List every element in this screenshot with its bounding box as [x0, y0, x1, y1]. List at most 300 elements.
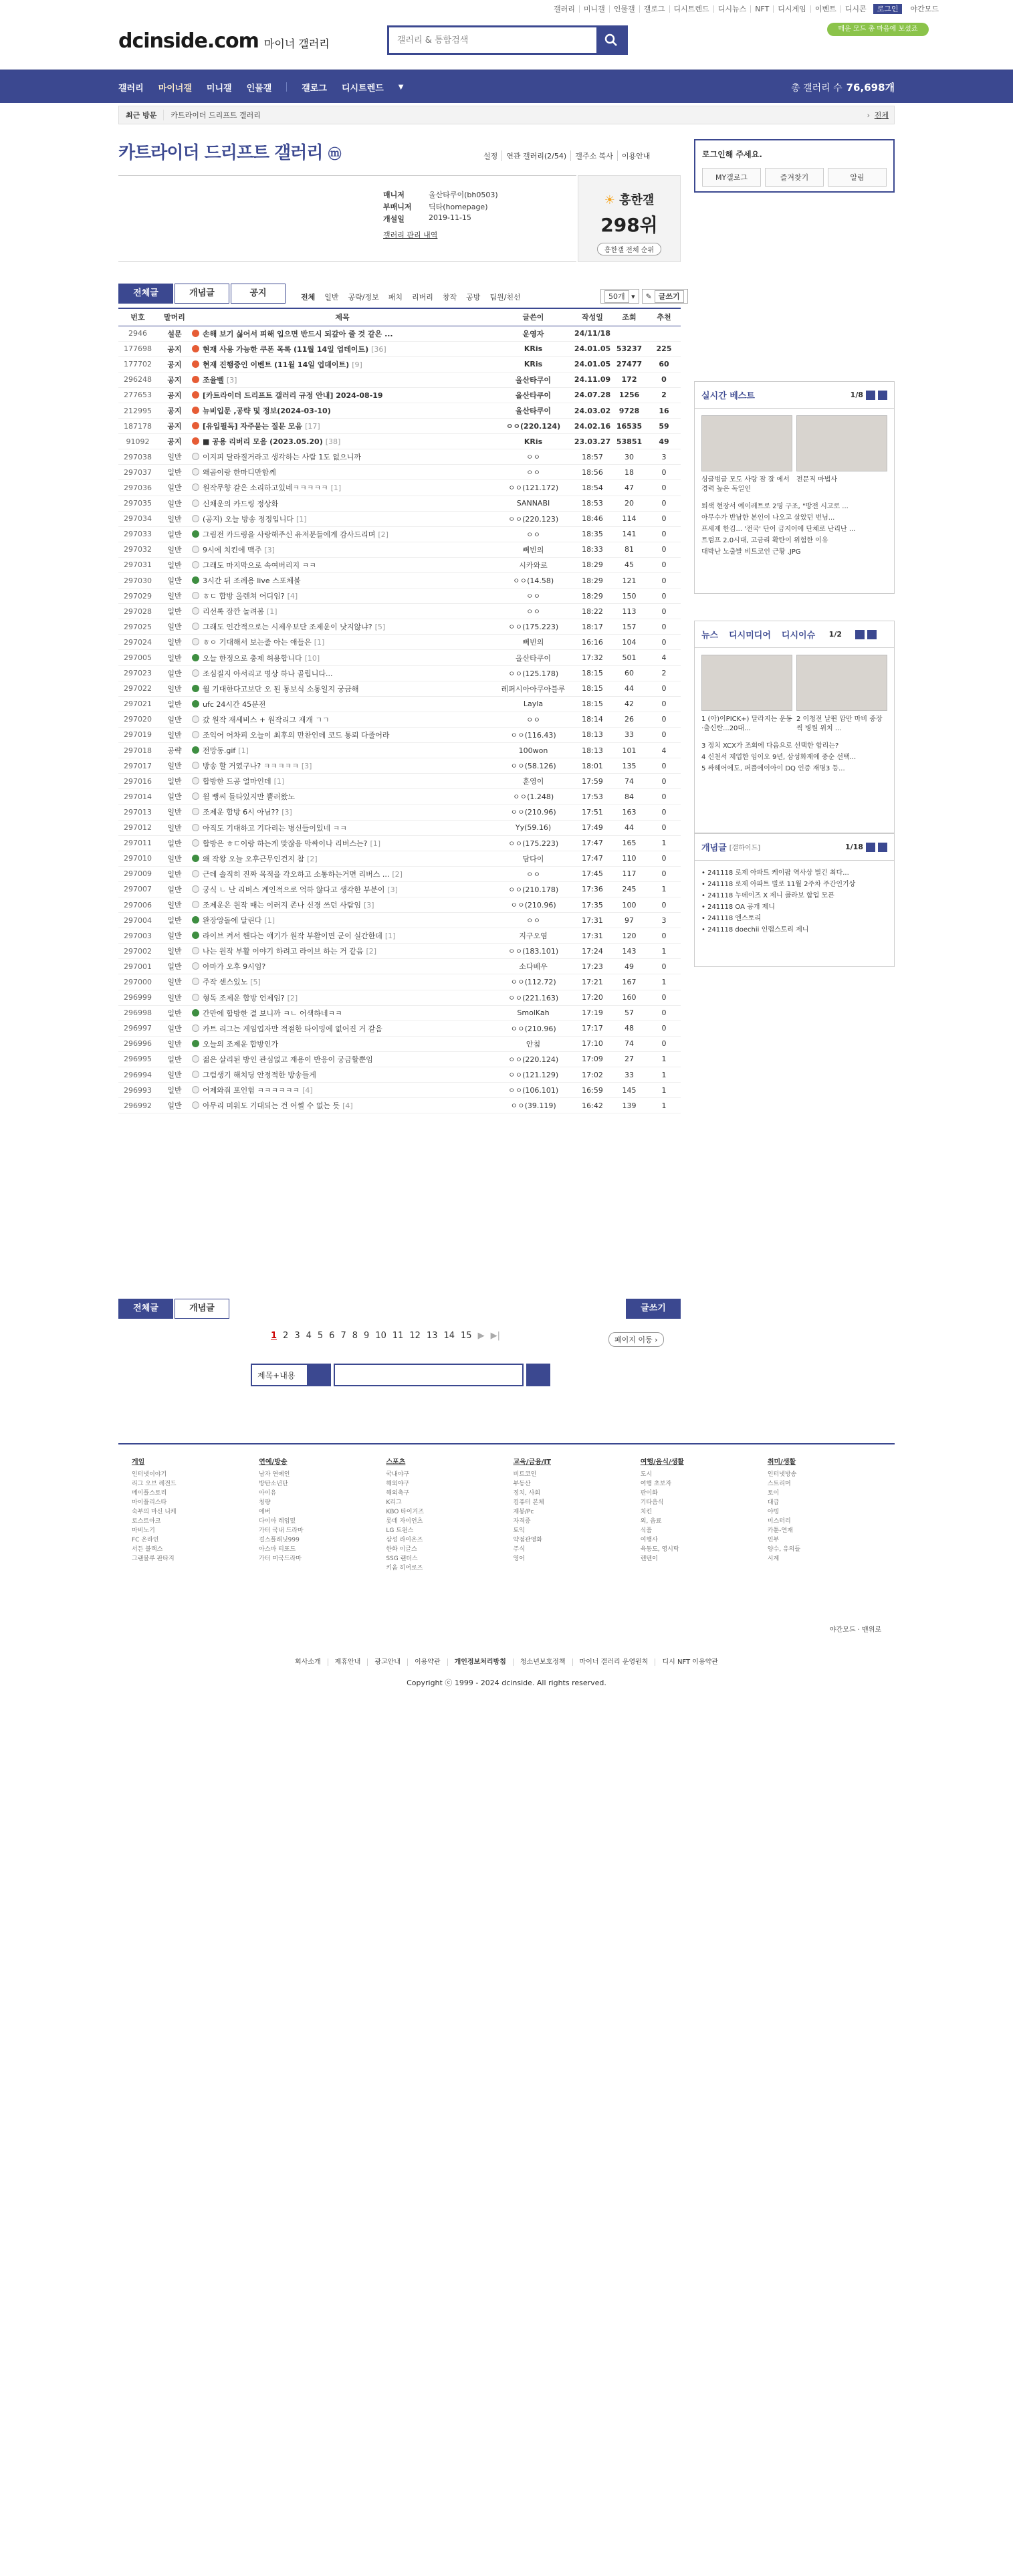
- prev-icon[interactable]: [855, 630, 865, 639]
- page-link[interactable]: 1: [271, 1331, 277, 1341]
- recent-visit-button[interactable]: 최근 방문: [119, 110, 164, 120]
- post-writer[interactable]: 운영자: [493, 326, 574, 341]
- footer-link[interactable]: 숙부의 마신 니케: [132, 1509, 177, 1515]
- post-writer[interactable]: ㅇㅇ: [493, 866, 574, 881]
- post-title-cell[interactable]: [192, 990, 493, 1005]
- footer-link[interactable]: 걸스플래닛999: [259, 1537, 300, 1543]
- news-item[interactable]: 4 신천서 제업한 임이오 9년, 삼성화재에 중순 선택...: [701, 754, 857, 761]
- footer-link[interactable]: 대급: [767, 1499, 780, 1506]
- footer-link[interactable]: 토이: [767, 1490, 780, 1497]
- table-row[interactable]: [118, 449, 681, 465]
- footer-link[interactable]: 서든 블랙스: [132, 1546, 163, 1553]
- post-writer[interactable]: KRis: [493, 356, 574, 372]
- rank-all-button[interactable]: 흥한갤 전체 순위: [597, 243, 661, 255]
- bottom-link[interactable]: 디시 NFT 이용약관: [655, 1658, 724, 1666]
- footer-link[interactable]: LG 트윈스: [386, 1527, 414, 1534]
- concept-item[interactable]: • 241118 OA 공개 제니: [701, 901, 887, 913]
- table-row[interactable]: [118, 650, 681, 665]
- table-row[interactable]: [118, 341, 681, 356]
- post-title[interactable]: 왜곰이랑 한마디만함께: [203, 468, 276, 477]
- table-row[interactable]: [118, 542, 681, 557]
- subject-filter-item[interactable]: 전체: [301, 293, 316, 302]
- util-link[interactable]: 야간모드: [910, 5, 939, 13]
- footer-link[interactable]: 시계: [767, 1555, 780, 1562]
- footer-heading[interactable]: 교육/금융/IT: [513, 1459, 552, 1466]
- footer-link[interactable]: 가터 미국드라마: [259, 1555, 302, 1562]
- reply-count[interactable]: [3]: [264, 545, 275, 554]
- post-title-cell[interactable]: [192, 820, 493, 835]
- reply-count[interactable]: [1]: [370, 839, 381, 848]
- news-tab[interactable]: 디시미디어: [729, 631, 771, 641]
- post-writer[interactable]: Layla: [493, 696, 574, 712]
- subject-filter-item[interactable]: 일반: [324, 293, 339, 302]
- news-caption[interactable]: 1 (아)이PICK+) 달라지는 운동·출신란...20대...: [701, 716, 792, 732]
- concept-item[interactable]: • 241118 엔스토리: [701, 913, 887, 924]
- chevron-right-icon[interactable]: ›: [867, 110, 870, 120]
- page-link[interactable]: 7: [340, 1331, 346, 1341]
- post-writer[interactable]: ㅇㅇ: [493, 712, 574, 727]
- post-title-cell[interactable]: [192, 804, 493, 820]
- table-row[interactable]: [118, 1005, 681, 1021]
- page-link[interactable]: 2: [283, 1331, 289, 1341]
- footer-link[interactable]: 식품: [640, 1527, 653, 1534]
- post-title-cell[interactable]: [192, 557, 493, 572]
- post-title[interactable]: 오늘 한정으로 충제 허용합니다: [203, 653, 302, 663]
- post-title-cell[interactable]: [192, 1098, 493, 1113]
- post-title[interactable]: 원작무향 같은 소리하고있네ㅋㅋㅋㅋㅋ: [203, 484, 328, 493]
- table-row[interactable]: [118, 820, 681, 835]
- page-link[interactable]: 12: [409, 1331, 421, 1341]
- table-row[interactable]: [118, 588, 681, 604]
- post-writer[interactable]: ㅇㅇ: [493, 588, 574, 604]
- footer-link[interactable]: 삼성 라이온즈: [386, 1537, 423, 1543]
- post-title-cell[interactable]: [192, 465, 493, 480]
- post-title-cell[interactable]: [192, 526, 493, 542]
- post-writer[interactable]: ㅇㅇ(175.223): [493, 619, 574, 635]
- footer-link[interactable]: 다이아 레임밌: [259, 1518, 296, 1525]
- table-row[interactable]: [118, 1021, 681, 1036]
- post-title-cell[interactable]: [192, 665, 493, 681]
- post-writer[interactable]: KRis: [493, 341, 574, 356]
- post-title-cell[interactable]: [192, 696, 493, 712]
- post-writer[interactable]: ㅇㅇ(106.101): [493, 1083, 574, 1098]
- reply-count[interactable]: [17]: [305, 422, 320, 431]
- concept-item[interactable]: • 241118 doechii 인랩스토리 제니: [701, 924, 887, 936]
- table-row[interactable]: [118, 758, 681, 774]
- post-title[interactable]: 그래도 마지막으로 속여버리지 ㅋㅋ: [203, 560, 316, 570]
- post-title-cell[interactable]: [192, 511, 493, 526]
- bottom-link[interactable]: 회사소개: [295, 1658, 321, 1666]
- post-title-cell[interactable]: [192, 866, 493, 881]
- footer-link[interactable]: 컴퓨터 본체: [513, 1499, 544, 1506]
- bottom-link[interactable]: 개인정보처리방침: [447, 1658, 513, 1666]
- post-title[interactable]: ■ 공용 리버리 모음 (2023.05.20): [203, 437, 323, 447]
- footer-mode-links[interactable]: 야간모드 · 맨위로: [829, 1626, 881, 1634]
- post-title-cell[interactable]: [192, 403, 493, 418]
- table-row[interactable]: [118, 681, 681, 696]
- post-title[interactable]: 합방한 드공 얼마인데: [203, 777, 271, 786]
- news-card[interactable]: [701, 655, 792, 734]
- page-link[interactable]: 6: [329, 1331, 335, 1341]
- reply-count[interactable]: [2]: [366, 947, 377, 956]
- login-prompt[interactable]: 로그인해 주세요.: [702, 150, 762, 159]
- post-writer[interactable]: ㅇㅇ: [493, 465, 574, 480]
- util-link[interactable]: 갤로그: [639, 5, 669, 13]
- page-title[interactable]: [118, 139, 341, 164]
- table-row[interactable]: [118, 897, 681, 912]
- util-link[interactable]: NFT: [750, 5, 773, 13]
- post-title-cell[interactable]: [192, 913, 493, 928]
- post-title-cell[interactable]: [192, 419, 493, 434]
- post-writer[interactable]: 시카와로: [493, 557, 574, 572]
- realtime-thumb[interactable]: [796, 415, 887, 471]
- subject-filter-item[interactable]: 공방: [466, 293, 481, 302]
- write-button[interactable]: 글쓰기: [626, 1299, 681, 1319]
- post-writer[interactable]: 레퍼시아아쿠아블루: [493, 681, 574, 696]
- page-link[interactable]: 8: [352, 1331, 358, 1341]
- post-title-cell[interactable]: [192, 835, 493, 851]
- next-icon[interactable]: [867, 630, 877, 639]
- post-title[interactable]: 아무리 미워도 기대되는 건 어쩔 수 없는 듯: [203, 1101, 340, 1111]
- page-link[interactable]: 9: [364, 1331, 370, 1341]
- write-button-top[interactable]: ✎ 글쓰기: [642, 289, 688, 304]
- login-button[interactable]: 알림: [828, 168, 887, 187]
- subject-filter-item[interactable]: 리버리: [412, 293, 433, 302]
- footer-link[interactable]: 국내야구: [386, 1471, 410, 1478]
- post-title[interactable]: 현재 사용 가능한 쿠폰 목록 (11월 14일 업데이트): [203, 344, 369, 354]
- post-title[interactable]: 완장앙돌에 달린다: [203, 916, 262, 926]
- post-writer[interactable]: 지구오염: [493, 928, 574, 944]
- reply-count[interactable]: [10]: [304, 653, 320, 663]
- footer-heading[interactable]: 게임: [132, 1459, 145, 1466]
- realtime-item[interactable]: 트럼프 2.0시대, 고금리 확탄이 위험한 이유: [701, 537, 828, 544]
- post-title[interactable]: 현재 진행중인 이벤트 (11월 14일 업데이트): [203, 360, 350, 369]
- realtime-caption[interactable]: 싱글벙글 모도 사랑 잠 잘 에서 경력 높은 독일인: [701, 476, 790, 493]
- post-writer[interactable]: 올산타쿠이: [493, 403, 574, 418]
- post-title[interactable]: 손해 보기 싫어서 피해 입으면 반드시 되갚아 줄 것 같은 ...: [203, 329, 393, 338]
- footer-link[interactable]: 마이플리스타: [132, 1499, 167, 1506]
- post-title[interactable]: 어제와줘 포인험 ㅋㅋㅋㅋㅋㅋ: [203, 1086, 300, 1095]
- post-writer[interactable]: 뻬빈의: [493, 635, 574, 650]
- table-row[interactable]: [118, 959, 681, 974]
- post-title-cell[interactable]: [192, 851, 493, 866]
- table-row[interactable]: [118, 789, 681, 804]
- page-link[interactable]: 14: [443, 1331, 455, 1341]
- post-title-cell[interactable]: [192, 356, 493, 372]
- footer-link[interactable]: 에버: [259, 1509, 271, 1515]
- post-title-cell[interactable]: [192, 789, 493, 804]
- reply-count[interactable]: [2]: [287, 993, 298, 1002]
- util-link[interactable]: 로그인: [873, 4, 903, 14]
- post-writer[interactable]: ㅇㅇ(39.119): [493, 1098, 574, 1113]
- table-row[interactable]: [118, 1051, 681, 1067]
- reply-count[interactable]: [3]: [387, 885, 398, 894]
- post-writer[interactable]: ㅇㅇ(210.96): [493, 804, 574, 820]
- post-writer[interactable]: ㅇㅇ(121.129): [493, 1067, 574, 1083]
- post-title[interactable]: 카트 리그는 게임업자만 적절한 타이밍에 없어진 거 같음: [203, 1024, 382, 1033]
- subject-filter-item[interactable]: 창작: [442, 293, 457, 302]
- footer-heading[interactable]: 여행/음식/생활: [640, 1459, 684, 1466]
- footer-heading[interactable]: 스포츠: [386, 1459, 406, 1466]
- table-row[interactable]: [118, 496, 681, 511]
- post-title[interactable]: 갔 원작 재세비스 + 원작리그 재개 ㄱㄱ: [203, 715, 330, 724]
- post-writer[interactable]: 소다베우: [493, 959, 574, 974]
- footer-link[interactable]: 육동도, 영시탁: [640, 1546, 679, 1553]
- news-item[interactable]: 5 싸헤어에도, 퍼플에이아이 DQ 인증 재명3 등...: [701, 765, 845, 772]
- realtime-item[interactable]: 아무수가 반남한 본인이 나오고 살았던 번님...: [701, 514, 835, 522]
- util-link[interactable]: 이벤트: [810, 5, 840, 13]
- table-row[interactable]: [118, 913, 681, 928]
- post-title-cell[interactable]: [192, 727, 493, 742]
- realtime-item[interactable]: 퇴색 현장서 예이레트로 2명 구조, "방전 시고로 ...: [701, 503, 849, 510]
- table-row[interactable]: [118, 866, 681, 881]
- reply-count[interactable]: [1]: [296, 514, 307, 524]
- post-writer[interactable]: ㅇㅇ(112.72): [493, 974, 574, 990]
- reply-count[interactable]: [5]: [374, 623, 386, 632]
- footer-link[interactable]: 해외축구: [386, 1490, 410, 1497]
- footer-link[interactable]: 렌텐이: [640, 1555, 658, 1562]
- post-writer[interactable]: 담다이: [493, 851, 574, 866]
- table-row[interactable]: [118, 665, 681, 681]
- reply-count[interactable]: [1]: [330, 484, 342, 493]
- reply-count[interactable]: [1]: [264, 916, 275, 926]
- post-title[interactable]: 신채운의 카드링 정상화: [203, 499, 279, 508]
- footer-link[interactable]: 카툰-연재: [767, 1527, 793, 1534]
- post-writer[interactable]: 안첨: [493, 1036, 574, 1051]
- post-writer[interactable]: ㅇㅇ(210.96): [493, 1021, 574, 1036]
- footer-link[interactable]: 비트코인: [513, 1471, 537, 1478]
- table-row[interactable]: [118, 743, 681, 758]
- footer-link[interactable]: 여행 초보자: [640, 1481, 672, 1487]
- post-writer[interactable]: ㅇㅇ(121.172): [493, 480, 574, 496]
- reply-count[interactable]: [4]: [287, 592, 298, 601]
- post-writer[interactable]: 100won: [493, 743, 574, 758]
- table-row[interactable]: [118, 774, 681, 789]
- table-row[interactable]: [118, 573, 681, 588]
- table-row[interactable]: [118, 727, 681, 742]
- notice-badge[interactable]: 매운 모드 총 마음에 보셨죠: [827, 23, 929, 36]
- reply-count[interactable]: [3]: [301, 762, 312, 771]
- post-writer[interactable]: ㅇㅇ(220.123): [493, 511, 574, 526]
- post-title[interactable]: 조심질지 아서리고 명상 하나 골립니다...: [203, 669, 333, 678]
- post-title[interactable]: (공지) 오늘 방송 정정입니다: [203, 514, 294, 524]
- table-row[interactable]: [118, 944, 681, 959]
- table-row[interactable]: [118, 1067, 681, 1083]
- page-link[interactable]: 15: [461, 1331, 472, 1341]
- post-writer[interactable]: ㅇㅇ: [493, 604, 574, 619]
- footer-link[interactable]: 치킨: [640, 1509, 653, 1515]
- post-title[interactable]: 그럼생기 해치딩 안정적한 방송들게: [203, 1071, 316, 1080]
- post-title-cell[interactable]: [192, 604, 493, 619]
- page-move-button[interactable]: 페이지 이동 ›: [608, 1332, 664, 1347]
- gnb-item[interactable]: 갤로그: [302, 83, 327, 94]
- head-link[interactable]: 이용안내: [617, 150, 655, 161]
- reply-count[interactable]: [2]: [307, 854, 318, 863]
- post-writer[interactable]: ㅇㅇ: [493, 449, 574, 465]
- post-title-cell[interactable]: [192, 681, 493, 696]
- footer-link[interactable]: 마비노기: [132, 1527, 155, 1534]
- table-row[interactable]: [118, 990, 681, 1005]
- logo[interactable]: [118, 29, 330, 53]
- chevron-down-icon[interactable]: ▼: [398, 83, 404, 91]
- reply-count[interactable]: [36]: [371, 344, 386, 354]
- bottom-link[interactable]: 광고안내: [367, 1658, 407, 1666]
- post-writer[interactable]: 올산타쿠이: [493, 650, 574, 665]
- footer-link[interactable]: 리그 오브 레전드: [132, 1481, 177, 1487]
- post-title-cell[interactable]: [192, 326, 493, 341]
- post-title-cell[interactable]: [192, 897, 493, 912]
- prev-icon[interactable]: [866, 843, 875, 852]
- post-title-cell[interactable]: [192, 496, 493, 511]
- footer-link[interactable]: 아이유: [259, 1490, 277, 1497]
- post-title[interactable]: 왜 작왕 오늘 오후근무인건지 참: [203, 854, 305, 863]
- last-page-icon[interactable]: ▶|: [490, 1331, 500, 1341]
- post-title[interactable]: [유입필독] 자주묻는 질문 모음: [203, 422, 303, 431]
- page-link[interactable]: 3: [294, 1331, 300, 1341]
- post-title[interactable]: 나는 원작 부활 이야기 하려고 라이브 하는 거 같음: [203, 947, 364, 956]
- post-writer[interactable]: ㅇㅇ(58.126): [493, 758, 574, 774]
- table-row[interactable]: [118, 480, 681, 496]
- bottom-link[interactable]: 이용약관: [407, 1658, 447, 1666]
- table-row[interactable]: [118, 356, 681, 372]
- post-writer[interactable]: SANNABI: [493, 496, 574, 511]
- post-title-cell[interactable]: [192, 635, 493, 650]
- post-title-cell[interactable]: [192, 944, 493, 959]
- post-title-cell[interactable]: [192, 542, 493, 557]
- footer-link[interactable]: 양수, 유의들: [767, 1546, 801, 1553]
- concept-item[interactable]: • 241118 로제 아파트 케이팝 역사상 벌긴 최다...: [701, 867, 887, 879]
- post-title-cell[interactable]: [192, 881, 493, 897]
- post-title[interactable]: 그림전 카드링을 사랑해주신 유저분들에게 감사드리며: [203, 530, 376, 539]
- post-title-cell[interactable]: [192, 480, 493, 496]
- post-title[interactable]: 젊은 살리된 방인 관심없고 재용이 반응이 궁금할뿐임: [203, 1055, 373, 1064]
- reply-count[interactable]: [1]: [273, 777, 285, 786]
- subject-filter-item[interactable]: 패치: [388, 293, 403, 302]
- post-title-cell[interactable]: [192, 743, 493, 758]
- gnb-item[interactable]: 마이너갤: [158, 83, 192, 94]
- post-writer[interactable]: 올산타쿠이: [493, 387, 574, 403]
- util-link[interactable]: 디시트렌드: [669, 5, 713, 13]
- post-writer[interactable]: ㅇㅇ(183.101): [493, 944, 574, 959]
- realtime-title[interactable]: 실시간 베스트: [701, 391, 755, 401]
- reply-count[interactable]: [38]: [325, 437, 341, 447]
- post-title[interactable]: 아마가 오후 9시임?: [203, 962, 266, 972]
- tab-1[interactable]: 개념글: [175, 284, 229, 304]
- footer-link[interactable]: 기타음식: [640, 1499, 664, 1506]
- footer-link[interactable]: 외, 음료: [640, 1518, 662, 1525]
- table-row[interactable]: [118, 526, 681, 542]
- footer-link[interactable]: 재봉/Pc: [513, 1509, 534, 1515]
- post-title[interactable]: 근데 솔직히 진짜 목적을 각오하고 소통하는거면 리버스 ...: [203, 869, 390, 879]
- post-title[interactable]: 라이브 켜서 핸다는 얘기가 원작 부활이면 군이 실간한데: [203, 932, 382, 941]
- footer-link[interactable]: 인부: [767, 1537, 780, 1543]
- reply-count[interactable]: [4]: [302, 1086, 313, 1095]
- post-title-cell[interactable]: [192, 1067, 493, 1083]
- manager-value[interactable]: 올산타쿠이(bh0503): [429, 191, 498, 199]
- bottom-link[interactable]: 마이너 갤러리 운영원칙: [572, 1658, 655, 1666]
- post-title-cell[interactable]: [192, 1021, 493, 1036]
- reply-count[interactable]: [3]: [226, 375, 237, 385]
- concept-item[interactable]: • 241118 누데이즈 X 제니 콜라보 합업 모픈: [701, 890, 887, 901]
- footer-link[interactable]: 판이화: [640, 1490, 658, 1497]
- recent-gallery-link[interactable]: 카트라이더 드리프트 갤러리: [171, 111, 261, 120]
- tab-0[interactable]: 전체글: [118, 284, 173, 304]
- post-title[interactable]: ㅎㅇ 기대해서 보는줄 아는 애들은: [203, 638, 312, 647]
- gnb-item[interactable]: 갤러리: [118, 83, 144, 94]
- table-row[interactable]: [118, 835, 681, 851]
- table-row[interactable]: [118, 419, 681, 434]
- post-writer[interactable]: KRis: [493, 434, 574, 449]
- page-link[interactable]: 10: [375, 1331, 386, 1341]
- util-link[interactable]: 인물갤: [609, 5, 639, 13]
- reply-count[interactable]: [1]: [267, 607, 277, 617]
- all-visits-link[interactable]: 전체: [874, 111, 889, 120]
- news-thumb[interactable]: [796, 655, 887, 711]
- news-caption[interactable]: 2 이청전 날뛴 암만 마비 중장 씩 병원 위치 ...: [796, 716, 883, 732]
- post-title-cell[interactable]: [192, 974, 493, 990]
- news-thumb[interactable]: [701, 655, 792, 711]
- post-writer[interactable]: ㅇㅇ(125.178): [493, 665, 574, 681]
- head-link[interactable]: 갤주소 복사: [570, 150, 617, 161]
- reply-count[interactable]: [2]: [392, 869, 403, 879]
- post-title[interactable]: 방송 할 거였구나? ㅋㅋㅋㅋㅋ: [203, 762, 299, 771]
- table-row[interactable]: [118, 326, 681, 341]
- table-row[interactable]: [118, 511, 681, 526]
- post-title-cell[interactable]: [192, 1036, 493, 1051]
- table-row[interactable]: [118, 851, 681, 866]
- post-writer[interactable]: ㅇㅇ(220.124): [493, 419, 574, 434]
- post-title-cell[interactable]: [192, 588, 493, 604]
- reply-count[interactable]: [2]: [378, 530, 388, 539]
- post-title[interactable]: ㅎㄷ 합방 올렌쳐 어디임?: [203, 592, 285, 601]
- table-row[interactable]: [118, 635, 681, 650]
- post-title[interactable]: 간만에 합방한 결 보니까 ㅋㄴ 어색하네ㅋㅋ: [203, 1008, 342, 1018]
- realtime-caption[interactable]: 전문직 마법사: [796, 476, 838, 484]
- table-row[interactable]: [118, 619, 681, 635]
- prev-icon[interactable]: [866, 391, 875, 400]
- gnb-item[interactable]: 디시트렌드: [341, 83, 384, 94]
- reply-count[interactable]: [4]: [342, 1101, 353, 1111]
- post-writer[interactable]: ㅇㅇ(175.223): [493, 835, 574, 851]
- util-link[interactable]: 디시콘: [840, 5, 871, 13]
- subject-filter-item[interactable]: 공략/정보: [348, 293, 379, 302]
- footer-link[interactable]: 토익: [513, 1527, 525, 1534]
- post-title[interactable]: 전망동.gif: [203, 746, 236, 756]
- table-row[interactable]: [118, 434, 681, 449]
- table-row[interactable]: [118, 372, 681, 387]
- util-link[interactable]: 갤러리: [553, 5, 575, 13]
- post-title[interactable]: 형독 조제운 합방 언제임?: [203, 993, 285, 1002]
- reply-count[interactable]: [1]: [238, 746, 249, 756]
- post-writer[interactable]: ㅇㅇ(210.178): [493, 881, 574, 897]
- post-title-cell[interactable]: [192, 1005, 493, 1021]
- footer-link[interactable]: 메이플스토리: [132, 1490, 167, 1497]
- post-title-cell[interactable]: [192, 573, 493, 588]
- bottom-search-input[interactable]: [334, 1364, 524, 1386]
- manage-history-link[interactable]: [383, 229, 437, 240]
- page-link[interactable]: 11: [392, 1331, 404, 1341]
- post-title[interactable]: 조제운은 원작 때는 이러지 존나 신경 쓰던 사람임: [203, 901, 361, 910]
- reply-count[interactable]: [5]: [250, 978, 261, 987]
- footer-link[interactable]: 미스터리: [767, 1518, 791, 1525]
- footer-link[interactable]: 정치, 사회: [513, 1490, 541, 1497]
- post-writer[interactable]: ㅇㅇ(1.248): [493, 789, 574, 804]
- reply-count[interactable]: [3]: [364, 901, 374, 910]
- gnb-item[interactable]: 인물갤: [246, 83, 272, 94]
- table-row[interactable]: [118, 557, 681, 572]
- footer-link[interactable]: 주식: [513, 1546, 525, 1553]
- next-icon[interactable]: [878, 843, 887, 852]
